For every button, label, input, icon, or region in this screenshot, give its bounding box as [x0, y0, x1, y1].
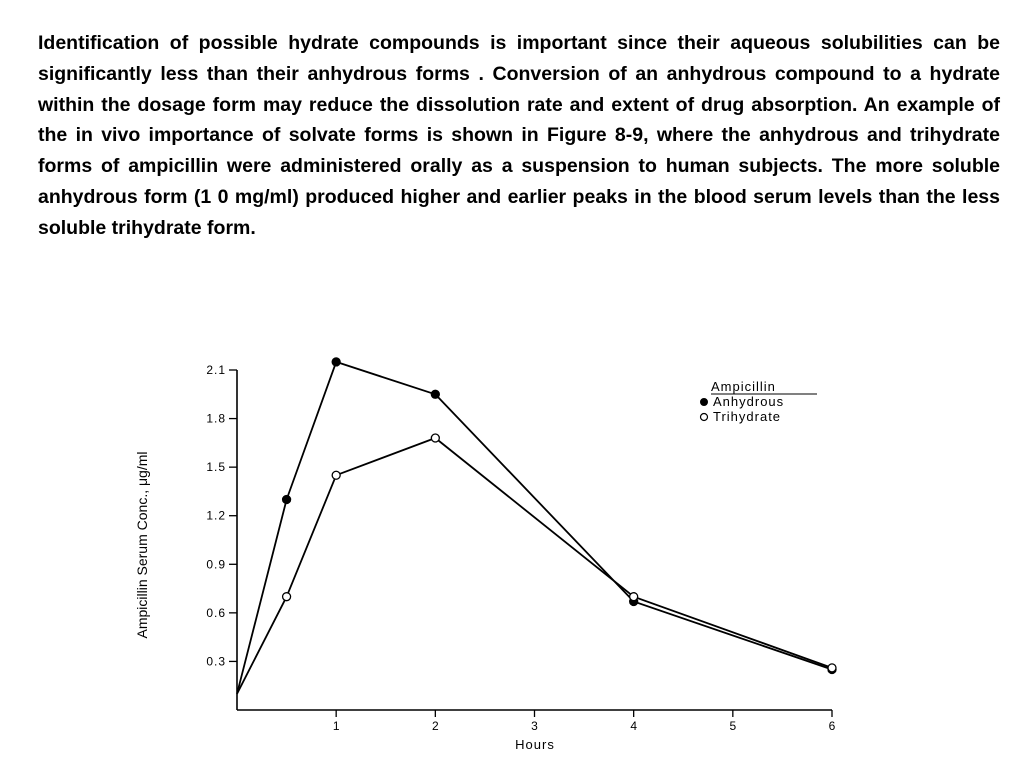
x-tick-label: 4: [630, 719, 638, 733]
x-tick-label: 1: [332, 719, 340, 733]
x-tick-label: 2: [431, 719, 439, 733]
trihydrate-point: [431, 434, 439, 442]
legend-title: Ampicillin: [711, 379, 776, 394]
anhydrous-point: [283, 496, 291, 504]
y-tick-label: 1.5: [206, 460, 226, 475]
trihydrate-point: [630, 593, 638, 601]
y-tick-label: 1.8: [206, 411, 226, 426]
y-tick-label: 0.6: [206, 605, 226, 620]
trihydrate-line: [237, 438, 832, 694]
legend-trihydrate-marker: [701, 414, 708, 421]
x-tick-label: 5: [729, 719, 737, 733]
legend-anhydrous-marker: [701, 399, 708, 406]
y-ticks: [206, 363, 237, 668]
serum-concentration-chart: [120, 345, 860, 763]
y-axis-label: Ampicillin Serum Conc., μg/ml: [134, 451, 150, 639]
x-tick-label: 3: [531, 719, 538, 733]
y-tick-label: 2.1: [206, 363, 226, 377]
trihydrate-point: [283, 593, 291, 601]
legend: [701, 379, 818, 424]
anhydrous-point: [332, 358, 340, 366]
anhydrous-point: [431, 390, 439, 398]
legend-anhydrous-label: Anhydrous: [713, 394, 785, 409]
x-ticks: [333, 710, 836, 733]
legend-trihydrate-label: Trihydrate: [713, 409, 782, 424]
trihydrate-point: [332, 471, 340, 479]
body-paragraph: Identification of possible hydrate compounds is important since their aqueous solubilities can be significantly less than their anhydrous forms . Conversion of an anhydrous compound to a hydrate within the dosage form may reduce the dissolution rate and extent of drug absorption. An example of the in vivo importance of solvate forms is shown in Figure 8-9, where the anhydrous and trihydrate forms of ampicillin were administered orally as a suspension to human subjects. The more soluble anhydrous form (1 0 mg/ml) produced higher and earlier peaks in the blood serum levels than the less soluble trihydrate form.: [38, 32, 1000, 239]
x-tick-label: 6: [828, 719, 836, 733]
trihydrate-point: [828, 664, 836, 672]
chart-container: [120, 345, 860, 763]
x-axis-label: Hours: [515, 737, 555, 752]
y-tick-label: 0.3: [206, 654, 226, 669]
y-tick-label: 1.2: [206, 508, 226, 523]
y-tick-label: 0.9: [206, 557, 226, 572]
